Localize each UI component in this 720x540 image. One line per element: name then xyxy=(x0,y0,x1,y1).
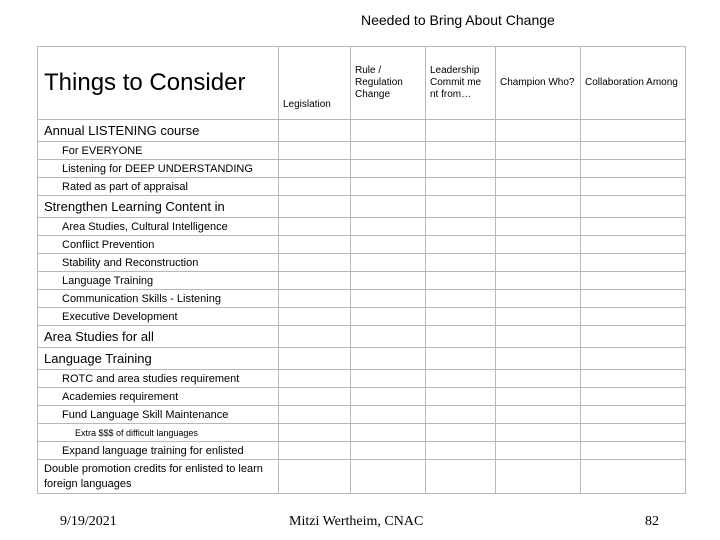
header-row xyxy=(38,47,686,120)
empty-cell xyxy=(496,160,581,178)
table-row xyxy=(38,236,686,254)
table-row xyxy=(38,308,686,326)
empty-cell xyxy=(351,460,426,494)
empty-cell xyxy=(279,406,351,424)
empty-cell xyxy=(351,120,426,142)
empty-cell xyxy=(426,348,496,370)
empty-cell xyxy=(351,424,426,442)
empty-cell xyxy=(581,160,686,178)
empty-cell xyxy=(496,442,581,460)
item-label: For EVERYONE xyxy=(38,142,279,160)
empty-cell xyxy=(351,160,426,178)
empty-cell xyxy=(581,348,686,370)
empty-cell xyxy=(496,254,581,272)
table-row xyxy=(38,160,686,178)
empty-cell xyxy=(581,406,686,424)
empty-cell xyxy=(426,218,496,236)
empty-cell xyxy=(496,308,581,326)
empty-cell xyxy=(426,406,496,424)
item-label: Area Studies, Cultural Intelligence xyxy=(38,218,279,236)
empty-cell xyxy=(496,142,581,160)
empty-cell xyxy=(496,290,581,308)
empty-cell xyxy=(581,142,686,160)
footer-date: 9/19/2021 xyxy=(60,514,117,529)
empty-cell xyxy=(426,424,496,442)
empty-cell xyxy=(351,442,426,460)
table-row xyxy=(38,142,686,160)
header-champion: Champion Who? xyxy=(496,47,581,120)
table-row xyxy=(38,370,686,388)
empty-cell xyxy=(351,178,426,196)
empty-cell xyxy=(279,370,351,388)
table-row xyxy=(38,120,686,142)
empty-cell xyxy=(581,442,686,460)
empty-cell xyxy=(279,272,351,290)
empty-cell xyxy=(581,196,686,218)
table-row xyxy=(38,218,686,236)
empty-cell xyxy=(581,326,686,348)
empty-cell xyxy=(279,178,351,196)
empty-cell xyxy=(279,388,351,406)
table-row xyxy=(38,442,686,460)
header-leadership-commitment: Leadership Commit me nt from… xyxy=(426,47,496,120)
empty-cell xyxy=(351,406,426,424)
empty-cell xyxy=(279,442,351,460)
empty-cell xyxy=(426,254,496,272)
item-label: Stability and Reconstruction xyxy=(38,254,279,272)
item-label: ROTC and area studies requirement xyxy=(38,370,279,388)
empty-cell xyxy=(581,120,686,142)
empty-cell xyxy=(279,290,351,308)
empty-cell xyxy=(426,178,496,196)
item-label: Academies requirement xyxy=(38,388,279,406)
table-row xyxy=(38,424,686,442)
item-label: Executive Development xyxy=(38,308,279,326)
item-label: Expand language training for enlisted xyxy=(38,442,279,460)
empty-cell xyxy=(496,218,581,236)
empty-cell xyxy=(581,254,686,272)
table-row xyxy=(38,290,686,308)
header-legislation: Legislation xyxy=(279,47,351,120)
empty-cell xyxy=(496,236,581,254)
empty-cell xyxy=(426,326,496,348)
table-row xyxy=(38,460,686,494)
table-row xyxy=(38,348,686,370)
empty-cell xyxy=(496,348,581,370)
table-row xyxy=(38,178,686,196)
empty-cell xyxy=(581,236,686,254)
empty-cell xyxy=(426,196,496,218)
empty-cell xyxy=(279,236,351,254)
empty-cell xyxy=(351,254,426,272)
table-row xyxy=(38,388,686,406)
empty-cell xyxy=(496,406,581,424)
empty-cell xyxy=(426,442,496,460)
empty-cell xyxy=(426,290,496,308)
header-collaboration: Collaboration Among xyxy=(581,47,686,120)
empty-cell xyxy=(581,272,686,290)
item-label: Fund Language Skill Maintenance xyxy=(38,406,279,424)
empty-cell xyxy=(351,370,426,388)
empty-cell xyxy=(581,290,686,308)
empty-cell xyxy=(279,460,351,494)
item-label: Extra $$$ of difficult languages xyxy=(38,424,279,442)
section-label: Language Training xyxy=(38,348,279,370)
empty-cell xyxy=(496,196,581,218)
empty-cell xyxy=(351,388,426,406)
empty-cell xyxy=(426,388,496,406)
empty-cell xyxy=(279,348,351,370)
empty-cell xyxy=(351,218,426,236)
empty-cell xyxy=(426,120,496,142)
table-row xyxy=(38,196,686,218)
footer-page-number: 82 xyxy=(645,514,659,529)
empty-cell xyxy=(279,254,351,272)
empty-cell xyxy=(279,160,351,178)
empty-cell xyxy=(351,290,426,308)
empty-cell xyxy=(581,370,686,388)
empty-cell xyxy=(279,142,351,160)
empty-cell xyxy=(351,348,426,370)
empty-cell xyxy=(581,178,686,196)
footer-author: Mitzi Wertheim, CNAC xyxy=(289,514,424,529)
empty-cell xyxy=(351,196,426,218)
empty-cell xyxy=(426,308,496,326)
empty-cell xyxy=(279,120,351,142)
empty-cell xyxy=(426,370,496,388)
empty-cell xyxy=(496,460,581,494)
table-row xyxy=(38,406,686,424)
section-label: Annual LISTENING course xyxy=(38,120,279,142)
empty-cell xyxy=(496,120,581,142)
section-label: Area Studies for all xyxy=(38,326,279,348)
empty-cell xyxy=(496,388,581,406)
empty-cell xyxy=(496,178,581,196)
empty-cell xyxy=(581,460,686,494)
item-label: Listening for DEEP UNDERSTANDING xyxy=(38,160,279,178)
item-label: Double promotion credits for enlisted to learn foreign languages xyxy=(38,460,279,494)
header-things-to-consider: Things to Consider xyxy=(38,47,279,120)
item-label: Language Training xyxy=(38,272,279,290)
empty-cell xyxy=(351,142,426,160)
section-label: Strengthen Learning Content in xyxy=(38,196,279,218)
empty-cell xyxy=(351,272,426,290)
empty-cell xyxy=(426,160,496,178)
empty-cell xyxy=(426,460,496,494)
empty-cell xyxy=(581,388,686,406)
table-row xyxy=(38,254,686,272)
empty-cell xyxy=(496,424,581,442)
item-label: Conflict Prevention xyxy=(38,236,279,254)
empty-cell xyxy=(279,424,351,442)
table-row xyxy=(38,326,686,348)
item-label: Communication Skills - Listening xyxy=(38,290,279,308)
empty-cell xyxy=(581,308,686,326)
empty-cell xyxy=(279,196,351,218)
empty-cell xyxy=(581,424,686,442)
empty-cell xyxy=(496,272,581,290)
table-row xyxy=(38,272,686,290)
empty-cell xyxy=(351,308,426,326)
empty-cell xyxy=(581,218,686,236)
empty-cell xyxy=(426,236,496,254)
empty-cell xyxy=(351,236,426,254)
empty-cell xyxy=(426,272,496,290)
empty-cell xyxy=(279,326,351,348)
empty-cell xyxy=(351,326,426,348)
empty-cell xyxy=(279,308,351,326)
empty-cell xyxy=(426,142,496,160)
header-rule-regulation: Rule / Regulation Change xyxy=(351,47,426,120)
empty-cell xyxy=(496,326,581,348)
item-label: Rated as part of appraisal xyxy=(38,178,279,196)
considerations-table xyxy=(37,46,686,494)
page-title: Needed to Bring About Change xyxy=(361,12,555,28)
empty-cell xyxy=(496,370,581,388)
empty-cell xyxy=(279,218,351,236)
